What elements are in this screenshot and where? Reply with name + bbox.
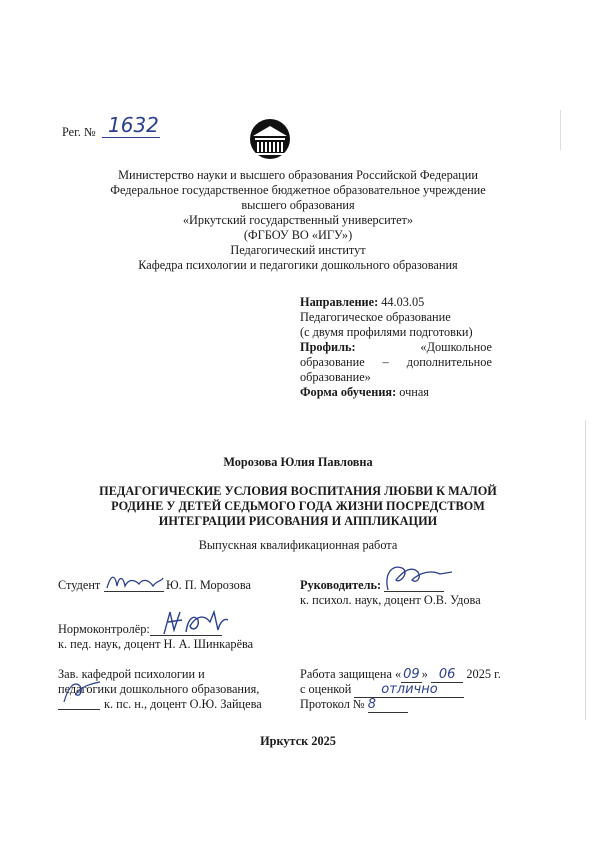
- header-line: Министерство науки и высшего образования Российской Федерации: [118, 168, 478, 182]
- reg-label: Рег. №: [62, 125, 96, 139]
- supervisor-details: к. психол. наук, доцент О.В. Удова: [300, 593, 481, 607]
- grade-value: отлично: [354, 682, 464, 698]
- thesis-title: [50, 484, 546, 529]
- profile-line: образование»: [300, 370, 371, 384]
- direction-code: 44.03.05: [378, 295, 425, 309]
- university-logo: [249, 118, 291, 160]
- city-year: Иркутск 2025: [260, 734, 336, 748]
- header-line: Федеральное государственное бюджетное образовательное учреждение: [110, 183, 486, 197]
- header-line: (ФГБОУ ВО «ИГУ»): [243, 228, 353, 242]
- defense-date-row: [300, 667, 501, 682]
- protocol-label: Протокол №: [300, 697, 365, 711]
- direction-line: (с двумя профилями подготовки): [300, 325, 473, 339]
- defense-protocol-row: [300, 697, 408, 713]
- header-line: Педагогический институт: [230, 243, 366, 257]
- defense-mid: »: [421, 667, 428, 681]
- head-line: Зав. кафедрой психологии и: [58, 667, 205, 681]
- profile-line: образование – дополнительное: [300, 355, 492, 369]
- student-name: Ю. П. Морозова: [166, 578, 251, 592]
- title-line: ИНТЕГРАЦИИ РИСОВАНИЯ И АППЛИКАЦИИ: [158, 514, 438, 528]
- defense-month: 06: [431, 667, 464, 683]
- head-signature: [60, 676, 104, 706]
- grade-label: с оценкой: [300, 682, 352, 696]
- form-row: [300, 385, 492, 400]
- work-type: Выпускная квалификационная работа: [198, 538, 398, 552]
- head-name: к. пс. н., доцент О.Ю. Зайцева: [104, 697, 262, 711]
- profile-row: [300, 340, 492, 355]
- institution-header: [60, 168, 536, 273]
- student-label: Студент: [58, 578, 101, 592]
- defense-prefix: Работа защищена «: [300, 667, 402, 681]
- defense-grade-row: [300, 682, 464, 698]
- form-label: Форма обучения:: [300, 385, 397, 399]
- defense-suffix: 2025 г.: [466, 667, 501, 681]
- head-signature-line: [58, 709, 100, 710]
- reg-number: 1632: [108, 113, 159, 137]
- student-signature: [105, 570, 165, 594]
- supervisor-label: Руководитель:: [300, 578, 382, 592]
- scan-edge-mark: [585, 420, 586, 720]
- direction-label: Направление:: [300, 295, 379, 309]
- form-value: очная: [396, 385, 429, 399]
- header-line: высшего образования: [241, 198, 355, 212]
- defense-day: 09: [403, 667, 420, 682]
- normcontrol-details: к. пед. наук, доцент Н. А. Шинкарёва: [58, 637, 254, 651]
- author-name: Морозова Юлия Павловна: [223, 455, 373, 469]
- direction-line: Педагогическое образование: [300, 310, 451, 324]
- profile-label: Профиль:: [300, 340, 356, 354]
- protocol-number: 8: [368, 697, 408, 713]
- normcontrol-signature: [160, 606, 230, 640]
- head-line: педагогики дошкольного образования,: [58, 682, 260, 696]
- program-info: [300, 295, 492, 400]
- header-line: «Иркутский государственный университет»: [182, 213, 414, 227]
- supervisor-signature: [382, 560, 454, 596]
- header-line: Кафедра психологии и педагогики дошкольного образования: [138, 258, 458, 272]
- normcontrol-label: Нормоконтролёр:: [58, 622, 150, 636]
- reg-number-underline: [102, 137, 160, 138]
- title-line: РОДИНЕ У ДЕТЕЙ СЕДЬМОГО ГОДА ЖИЗНИ ПОСРЕДСТВОМ: [111, 499, 485, 513]
- profile-line: «Дошкольное: [420, 340, 492, 354]
- direction-row: [300, 295, 492, 310]
- title-line: ПЕДАГОГИЧЕСКИЕ УСЛОВИЯ ВОСПИТАНИЯ ЛЮБВИ К МАЛОЙ: [99, 484, 497, 498]
- scan-edge-mark: [560, 110, 561, 150]
